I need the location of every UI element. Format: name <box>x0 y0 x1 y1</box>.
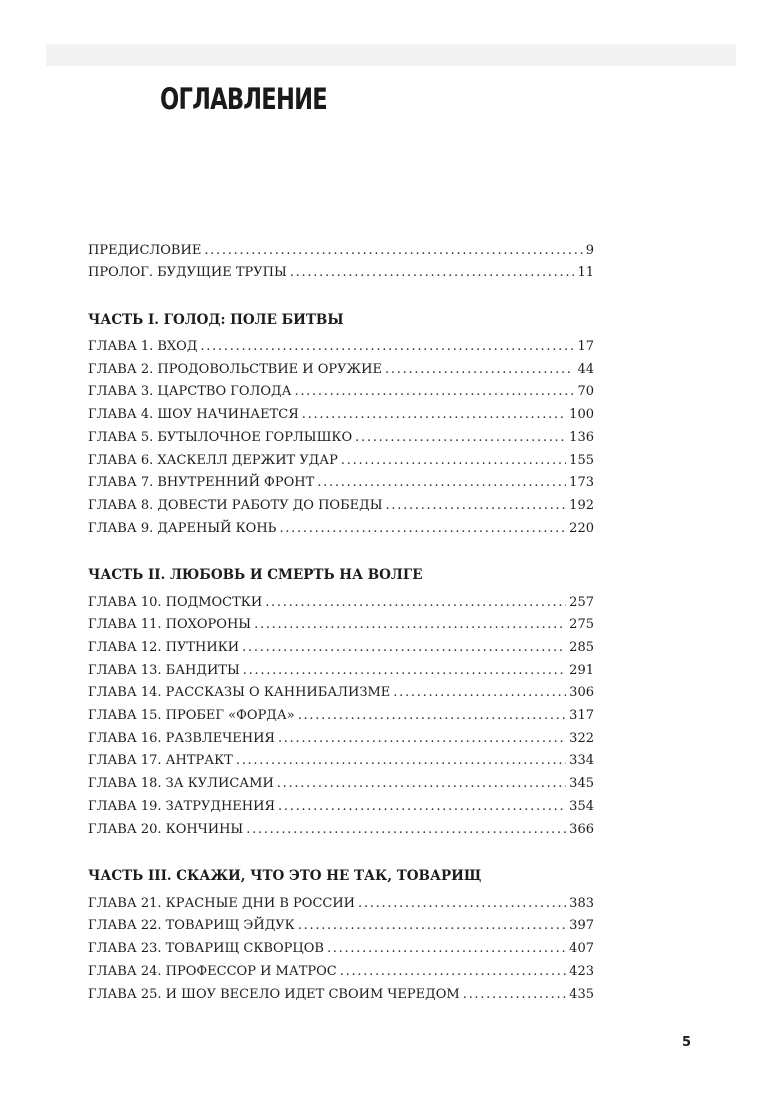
toc-entry-chapter[interactable] <box>88 706 594 726</box>
dot-leader <box>236 751 566 771</box>
toc-entry-chapter[interactable] <box>88 939 594 959</box>
toc-entry-chapter[interactable] <box>88 820 594 840</box>
entry-label: ГЛАВА 13. БАНДИТЫ <box>88 663 240 678</box>
dot-leader <box>290 263 575 283</box>
entry-label: ГЛАВА 23. ТОВАРИЩ СКВОРЦОВ <box>88 941 324 956</box>
dot-leader <box>200 337 574 357</box>
toc-entry-chapter[interactable] <box>88 751 594 771</box>
entry-page-number: 275 <box>569 617 594 632</box>
entry-label: ГЛАВА 9. ДАРЕНЫЙ КОНЬ <box>88 521 277 536</box>
toc-entry-chapter[interactable] <box>88 451 594 471</box>
header-band <box>46 44 736 66</box>
dot-leader <box>294 382 574 402</box>
toc-entry-chapter[interactable] <box>88 519 594 539</box>
dot-leader <box>463 985 566 1005</box>
entry-label: ГЛАВА 19. ЗАТРУДНЕНИЯ <box>88 799 275 814</box>
dot-leader <box>298 916 566 936</box>
toc-entry-chapter[interactable] <box>88 683 594 703</box>
entry-page-number: 155 <box>569 453 594 468</box>
entry-page-number: 192 <box>569 498 594 513</box>
entry-page-number: 11 <box>577 265 594 280</box>
toc-entry-chapter[interactable] <box>88 985 594 1005</box>
dot-leader <box>355 428 566 448</box>
entry-page-number: 322 <box>569 731 594 746</box>
entry-label: ГЛАВА 15. ПРОБЕГ «ФОРДА» <box>88 708 295 723</box>
entry-page-number: 397 <box>569 918 594 933</box>
toc-entry-chapter[interactable] <box>88 337 594 357</box>
entry-label: ГЛАВА 10. ПОДМОСТКИ <box>88 595 263 610</box>
entry-page-number: 44 <box>577 362 594 377</box>
entry-page-number: 317 <box>569 708 594 723</box>
toc-entry-chapter[interactable] <box>88 894 594 914</box>
entry-page-number: 383 <box>569 896 594 911</box>
toc-entry-chapter[interactable] <box>88 382 594 402</box>
entry-page-number: 366 <box>569 822 594 837</box>
entry-page-number: 291 <box>569 663 594 678</box>
entry-label: ПРЕДИСЛОВИЕ <box>88 243 202 258</box>
entry-page-number: 100 <box>569 407 594 422</box>
part-heading: ЧАСТЬ III. СКАЖИ, ЧТО ЭТО НЕ ТАК, ТОВАРИЩ <box>88 868 482 884</box>
toc-entry-chapter[interactable] <box>88 360 594 380</box>
toc-entry-chapter[interactable] <box>88 729 594 749</box>
dot-leader <box>327 939 566 959</box>
toc-entry-chapter[interactable] <box>88 916 594 936</box>
entry-label: ГЛАВА 3. ЦАРСТВО ГОЛОДА <box>88 384 292 399</box>
entry-label: ГЛАВА 1. ВХОД <box>88 339 198 354</box>
entry-label: ГЛАВА 14. РАССКАЗЫ О КАННИБАЛИЗМЕ <box>88 685 391 700</box>
dot-leader <box>243 661 566 681</box>
entry-page-number: 285 <box>569 640 594 655</box>
entry-page-number: 435 <box>569 987 594 1002</box>
toc-entry-preface[interactable] <box>88 241 594 261</box>
toc-entry-chapter[interactable] <box>88 661 594 681</box>
dot-leader <box>302 405 566 425</box>
entry-page-number: 9 <box>585 243 594 258</box>
dot-leader <box>277 774 566 794</box>
entry-page-number: 173 <box>569 475 594 490</box>
entry-label: ГЛАВА 8. ДОВЕСТИ РАБОТУ ДО ПОБЕДЫ <box>88 498 383 513</box>
dot-leader <box>278 729 566 749</box>
dot-leader <box>246 820 566 840</box>
entry-page-number: 257 <box>569 595 594 610</box>
entry-label: ГЛАВА 6. ХАСКЕЛЛ ДЕРЖИТ УДАР <box>88 453 338 468</box>
toc-entry-prologue[interactable] <box>88 263 594 283</box>
toc-entry-chapter[interactable] <box>88 496 594 516</box>
entry-page-number: 407 <box>569 941 594 956</box>
entry-label: ГЛАВА 16. РАЗВЛЕЧЕНИЯ <box>88 731 275 746</box>
toc-entry-chapter[interactable] <box>88 774 594 794</box>
entry-label: ГЛАВА 2. ПРОДОВОЛЬСТВИЕ И ОРУЖИЕ <box>88 362 382 377</box>
entry-label: ГЛАВА 17. АНТРАКТ <box>88 753 233 768</box>
entry-label: ГЛАВА 22. ТОВАРИЩ ЭЙДУК <box>88 918 295 933</box>
dot-leader <box>242 638 566 658</box>
entry-label: ГЛАВА 24. ПРОФЕССОР И МАТРОС <box>88 964 337 979</box>
toc-entry-chapter[interactable] <box>88 797 594 817</box>
entry-page-number: 70 <box>577 384 594 399</box>
entry-page-number: 136 <box>569 430 594 445</box>
entry-label: ГЛАВА 25. И ШОУ ВЕСЕЛО ИДЕТ СВОИМ ЧЕРЕДОМ <box>88 987 460 1002</box>
part-heading: ЧАСТЬ II. ЛЮБОВЬ И СМЕРТЬ НА ВОЛГЕ <box>88 567 423 583</box>
dot-leader <box>358 894 566 914</box>
toc-entry-chapter[interactable] <box>88 962 594 982</box>
entry-label: ГЛАВА 5. БУТЫЛОЧНОЕ ГОРЛЫШКО <box>88 430 353 445</box>
dot-leader <box>340 962 566 982</box>
dot-leader <box>317 473 566 493</box>
toc-entry-chapter[interactable] <box>88 473 594 493</box>
dot-leader <box>254 615 566 635</box>
toc-entry-chapter[interactable] <box>88 615 594 635</box>
dot-leader <box>385 360 574 380</box>
toc-entry-chapter[interactable] <box>88 638 594 658</box>
entry-page-number: 17 <box>577 339 594 354</box>
entry-page-number: 354 <box>569 799 594 814</box>
dot-leader <box>204 241 582 261</box>
entry-page-number: 334 <box>569 753 594 768</box>
page-number: 5 <box>682 1035 692 1050</box>
entry-label: ПРОЛОГ. БУДУЩИЕ ТРУПЫ <box>88 265 287 280</box>
entry-label: ГЛАВА 4. ШОУ НАЧИНАЕТСЯ <box>88 407 299 422</box>
entry-label: ГЛАВА 11. ПОХОРОНЫ <box>88 617 252 632</box>
entry-label: ГЛАВА 18. ЗА КУЛИСАМИ <box>88 776 274 791</box>
toc-entry-chapter[interactable] <box>88 405 594 425</box>
entry-label: ГЛАВА 21. КРАСНЫЕ ДНИ В РОССИИ <box>88 896 356 911</box>
dot-leader <box>298 706 566 726</box>
dot-leader <box>341 451 566 471</box>
dot-leader <box>278 797 566 817</box>
entry-label: ГЛАВА 12. ПУТНИКИ <box>88 640 240 655</box>
dot-leader <box>393 683 566 703</box>
toc-entry-chapter[interactable] <box>88 428 594 448</box>
page-title: ОГЛАВЛЕНИЕ <box>160 82 327 116</box>
entry-label: ГЛАВА 20. КОНЧИНЫ <box>88 822 244 837</box>
entry-page-number: 345 <box>569 776 594 791</box>
dot-leader <box>279 519 566 539</box>
dot-leader <box>385 496 566 516</box>
part-heading: ЧАСТЬ I. ГОЛОД: ПОЛЕ БИТВЫ <box>88 312 344 328</box>
dot-leader <box>265 593 566 613</box>
entry-page-number: 306 <box>569 685 594 700</box>
entry-page-number: 220 <box>569 521 594 536</box>
toc-entry-chapter[interactable] <box>88 593 594 613</box>
entry-label: ГЛАВА 7. ВНУТРЕННИЙ ФРОНТ <box>88 475 315 490</box>
entry-page-number: 423 <box>569 964 594 979</box>
